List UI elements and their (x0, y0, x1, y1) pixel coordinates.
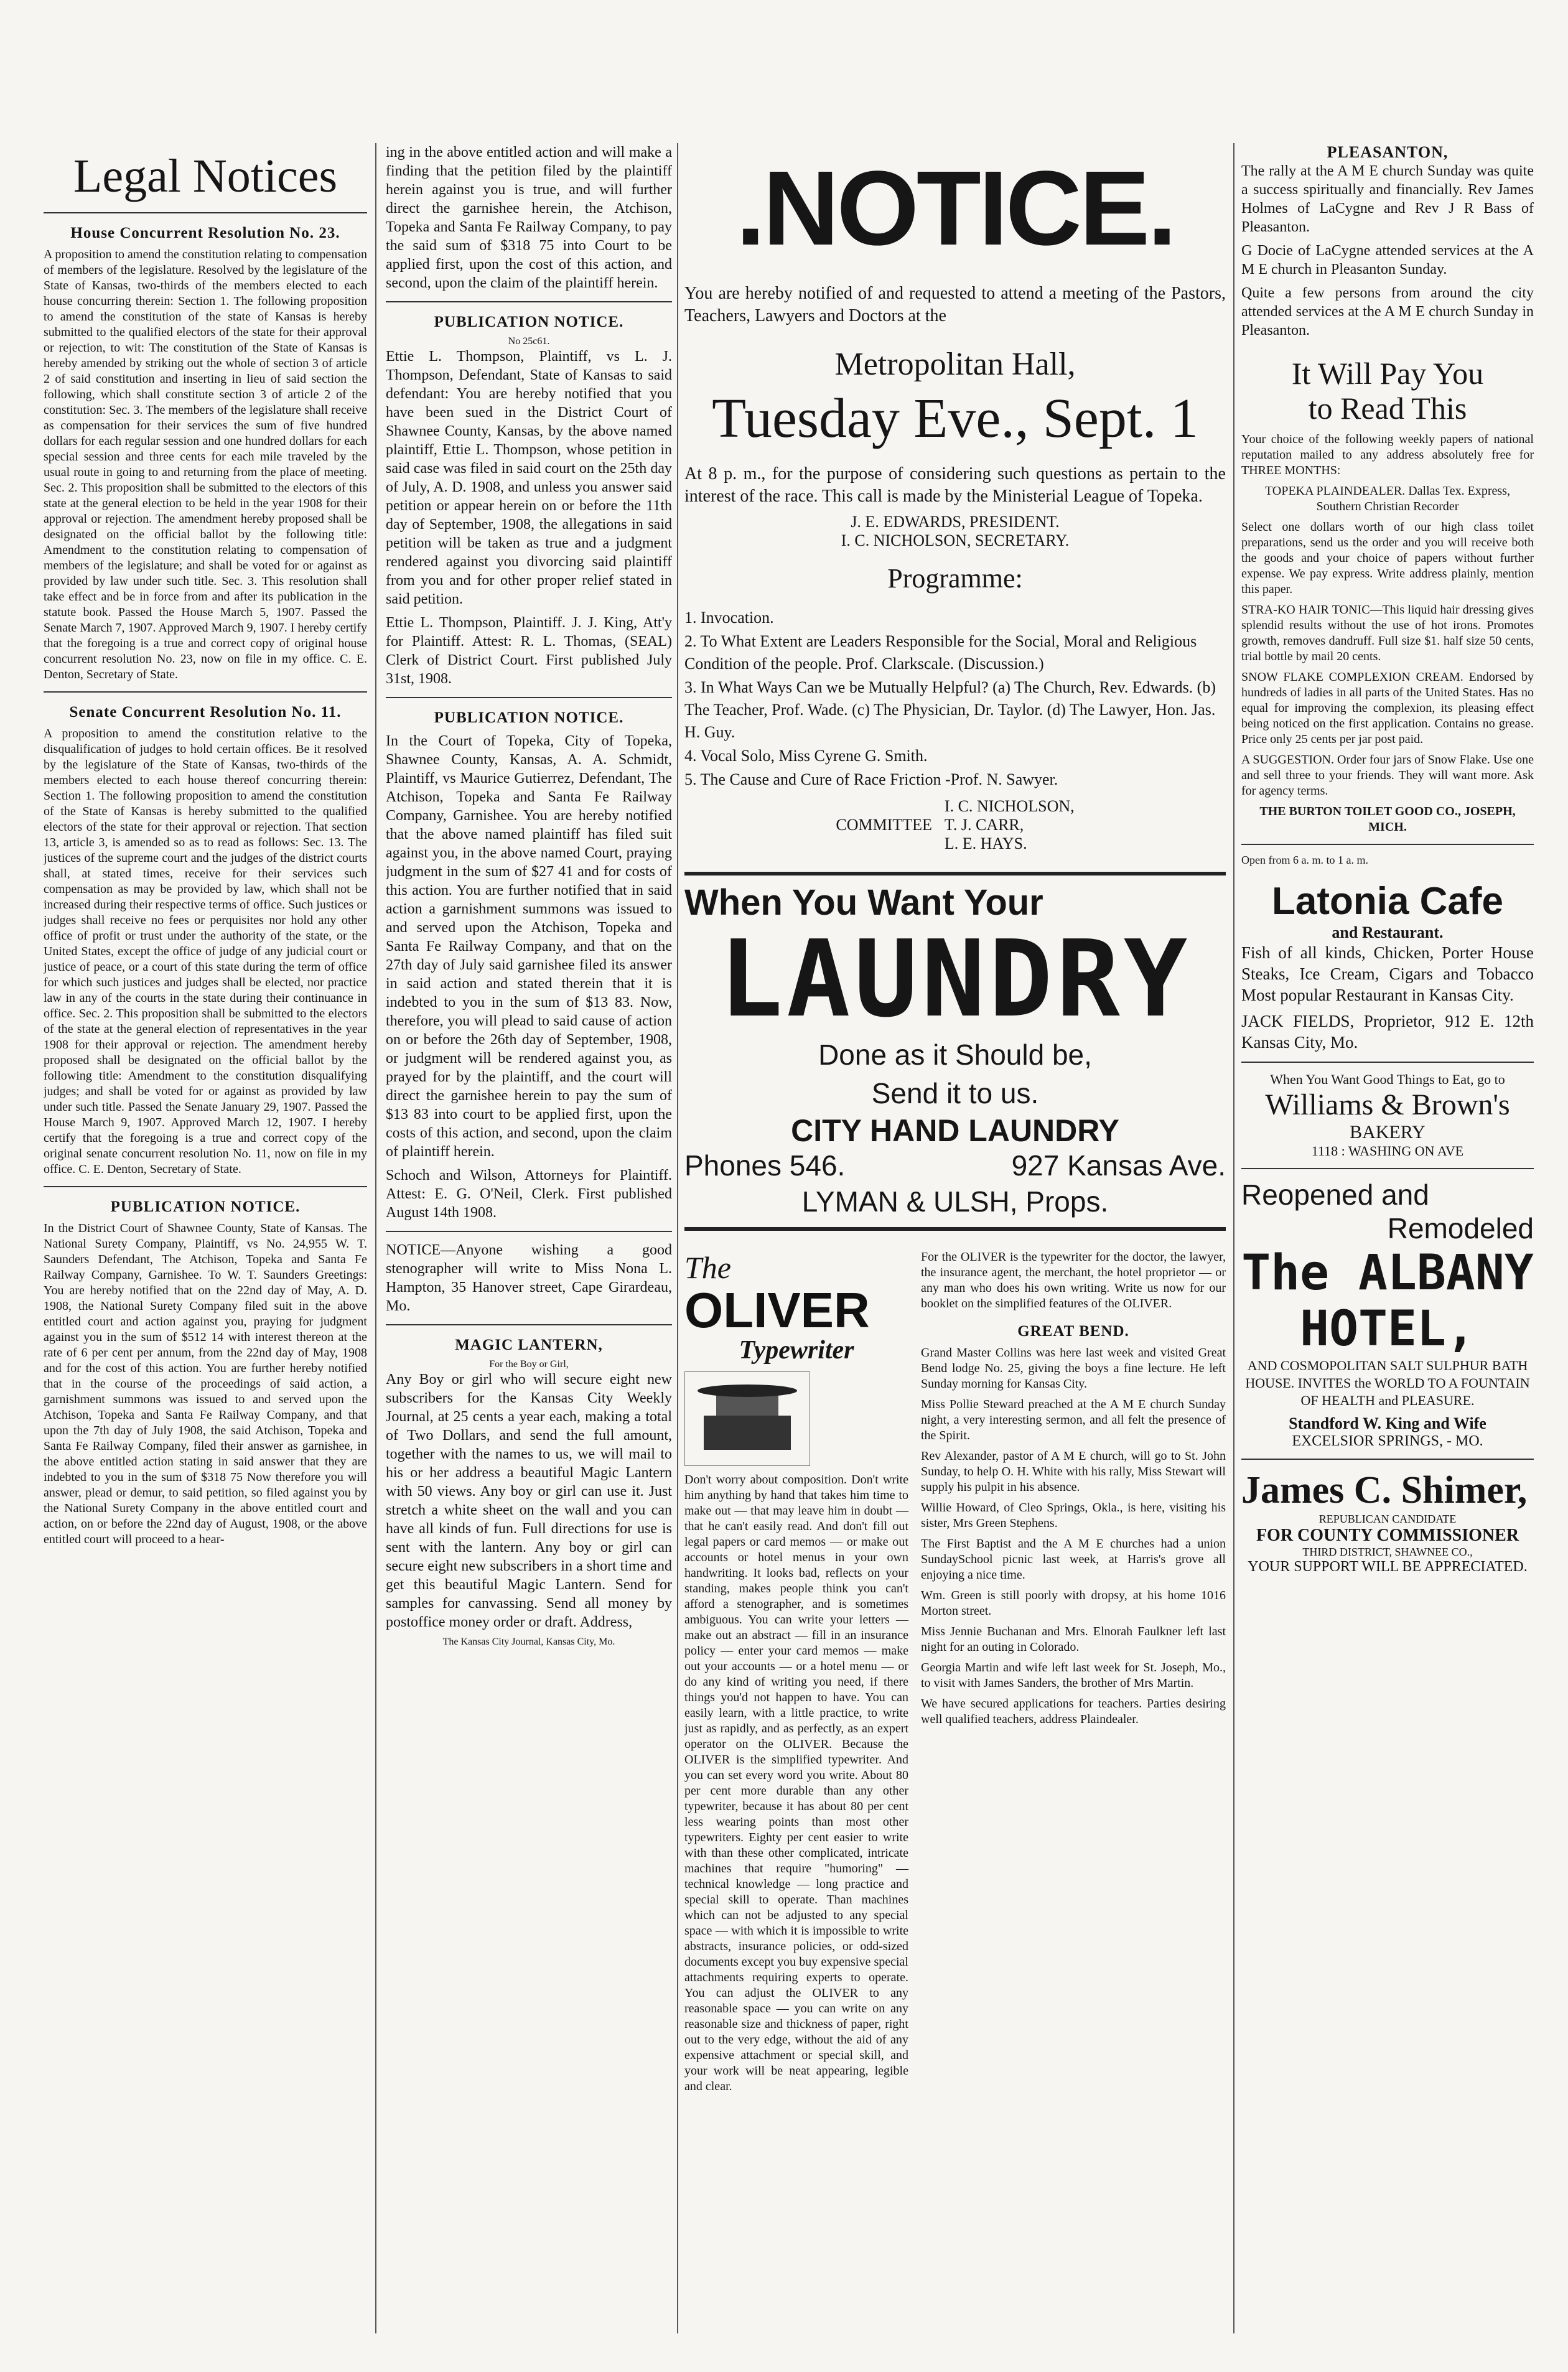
publication-notice-1-signature: Ettie L. Thompson, Plaintiff. J. J. King, Att'y for Plaintiff. Attest: R. L. Thomas, (SEAL) Clerk of District Court. First published July 31st, 1908. (386, 615, 672, 687)
laundry-big-title: LAUNDRY (719, 918, 1192, 1041)
great-bend-paragraph: Willie Howard, of Cleo Springs, Okla., is here, visiting his sister, Mrs Green Stephens. (921, 1501, 1226, 1530)
remodeled-line: Remodeled (1387, 1212, 1534, 1244)
column-rule (375, 143, 376, 2333)
great-bend-paragraph: Miss Pollie Steward preached at the A M E church Sunday night, a very interesting sermon, and all felt the presence of the Spirit. (921, 1398, 1226, 1442)
publication-notice-2-heading: PUBLICATION NOTICE. (434, 709, 624, 726)
typewriter-illustration (684, 1371, 810, 1466)
publication-notice-1-heading: PUBLICATION NOTICE. (434, 314, 624, 330)
oliver-the: The (684, 1250, 731, 1285)
will-pay-line-2: to Read This (1308, 391, 1467, 426)
great-bend-paragraph: Rev Alexander, pastor of A M E church, will go to St. John Sunday, to help O. H. White with his rally, Miss Stewart will supply his pulpit in his absence. (921, 1449, 1226, 1494)
great-bend-heading: GREAT BEND. (1017, 1323, 1129, 1340)
publication-notice-heading: PUBLICATION NOTICE. (110, 1198, 301, 1215)
williams-brown: Williams & Brown's (1265, 1088, 1510, 1121)
bakery-address: 1118 : WASHING ON AVE (1311, 1143, 1464, 1159)
papers-list: TOPEKA PLAINDEALER. Dallas Tex. Express, Southern Christian Recorder (1265, 484, 1510, 513)
good-things-line: When You Want Good Things to Eat, go to (1270, 1072, 1505, 1087)
continued-text: ing in the above entitled action and will make a finding that the petition filed by the plaintiff herein against you is true, and will further direct the garnishee herein, the Atchison, Topeka and Santa Fe Railway Company, to pay the said sum of $318 75 into Court to be applied first, upon the cost of this action, and second, upon the claim of the plaintiff herein. (386, 144, 672, 291)
open-hours: Open from 6 a. m. to 1 a. m. (1241, 854, 1368, 866)
column-notice-laundry (684, 143, 1226, 2333)
oliver-right-text: For the OLIVER is the typewriter for the doctor, the lawyer, the insurance agent, the merchant, the hotel proprietor — or any man who does his own writing. Write us now for our booklet on the simplified features of the OLIVER. (921, 1250, 1226, 1310)
bakery-label: BAKERY (1350, 1122, 1426, 1142)
great-bend-paragraph: The First Baptist and the A M E churches had a union SundaySchool picnic last week, at Harris's grove all enjoying a nice time. (921, 1537, 1226, 1582)
scr-text: A proposition to amend the constitution relative to the disqualification of judges to hold certain offices. Be it resolved by the legislature of the State of Kansas, two-thirds of the members elected to each house thereof concurring therein: Section 1. The following proposition to amend the constitution of the State of Kansas is hereby submitted to the qualified electors of the state for their approval or rejection. That section 13, article 3, is amended so as to read as follows: Sec. 13. The justices of the supreme court and the judges of the district courts shall, at stated times, receive for their services such compensation as may be provided by law, which shall not be increased during their respective terms of office. Such justices or judges shall receive no fees or perquisites nor hold any other office of profit or trust under the authority of the state, or the United States, except the office of judge of any judicial court or justice of peace, or a court of this state during the term of office for which such justices and judges shall be elected, nor practice law in any of the courts in the state during their continuance in office. Sec. 2. This proposition shall be submitted to the electors of the state at the general election of representatives in the year 1908 for their approval or rejection. The amendment hereby proposed shall be designated on the official ballot by the following title: Amendment to the constitution disqualifying judges; and shall be voted for or against as provided by law under such title. Passed the Senate January 29, 1907. Passed the House March 9, 1907. Approved March 12, 1907. I hereby certify that the foregoing is a true and correct copy of the original senate concurrent resolution No. 11, now on file in my office. C. E. Denton, Secretary of State. (44, 727, 367, 1176)
column-rule (677, 143, 678, 2333)
magic-lantern-text: Any Boy or girl who will secure eight new subscribers for the Kansas City Weekly Journal, at 25 cents a year each, making a total of Two Dollars, and send the full amount, together with the names to us, we will mail to his or her address a beautiful Magic Lantern with 50 views. Any boy or girl can use it. Just stretch a white sheet on the wall and you can have all kinds of fun. Full directions for use is sent with the lantern. Any boy or girl can secure eight new subscribers in a short time and get this beautiful Magic Lantern. Send for samples for canvassing. Send all money by postoffice money order or draft. Address, (386, 1371, 672, 1630)
suggestion-text: A SUGGESTION. Order four jars of Snow Flake. Use one and sell three to your friends. They will want more. Ask for agency terms. (1241, 753, 1534, 798)
republican-candidate: REPUBLICAN CANDIDATE (1318, 1513, 1457, 1525)
case-number: No 25c61. (508, 336, 550, 347)
column-rule (1233, 143, 1234, 2333)
oliver-ad (684, 1249, 908, 2099)
jack-fields: JACK FIELDS, Proprietor, 912 E. 12th Kansas City, Mo. (1241, 1012, 1534, 1052)
pleasanton-paragraph: The rally at the A M E church Sunday was quite a success spiritually and financially. Rev James Holmes of LaCygne and Rev J R Bass of Pleasanton. (1241, 163, 1534, 235)
laundry-address: 927 Kansas Ave. (1011, 1149, 1226, 1182)
will-pay-headline (1241, 356, 1534, 426)
albany-hotel-title: The ALBANY HOTEL, (1241, 1245, 1534, 1357)
will-pay-line-1: It Will Pay You (1291, 356, 1484, 391)
magic-lantern-subheading: For the Boy or Girl, (489, 1359, 569, 1370)
great-bend-paragraph: Wm. Green is still poorly with dropsy, at his home 1016 Morton street. (921, 1589, 1226, 1618)
excelsior-springs: EXCELSIOR SPRINGS, - MO. (1292, 1433, 1483, 1449)
snow-flake-text: SNOW FLAKE COMPLEXION CREAM. Endorsed by hundreds of ladies in all parts of the United States. Has no equal for improving the complexion, its pleasing effect being noticed on the first application. Contains no grease. Price only 25 cents per jar post paid. (1241, 670, 1534, 746)
support-line: YOUR SUPPORT WILL BE APPRECIATED. (1248, 1559, 1528, 1575)
standford-line: Standford W. King and Wife (1289, 1414, 1486, 1432)
programme-item: 2. To What Extent are Leaders Responsible for the Social, Moral and Religious Condition of the people. Prof. Clarkscale. (Discussion.) (684, 632, 1197, 673)
programme-title: Programme: (887, 563, 1023, 594)
column-ads (1241, 143, 1534, 2333)
great-bend-paragraph: Grand Master Collins was here last week and visited Great Bend lodge No. 25, giving the boys a fine lecture. He left Sunday morning for Kansas City. (921, 1346, 1226, 1391)
signature-president: J. E. EDWARDS, PRESIDENT. (851, 513, 1060, 531)
pleasanton-heading: PLEASANTON, (1327, 143, 1449, 161)
great-bend-paragraph: We have secured applications for teachers. Parties desiring well qualified teachers, address Plaindealer. (921, 1697, 1226, 1726)
meeting-date: Tuesday Eve., Sept. 1 (712, 388, 1198, 449)
oliver-ad-row (684, 1249, 1226, 2099)
magic-lantern-heading: MAGIC LANTERN, (455, 1337, 603, 1353)
committee-label: COMMITTEE (836, 816, 932, 834)
hair-tonic-text: STRA-KO HAIR TONIC—This liquid hair dressing gives splendid results without the use of hot irons. Promotes growth, removes dandruff. Full size $1. half size 50 cents, trial bottle by mail 20 cents. (1241, 603, 1534, 663)
laundry-props: LYMAN & ULSH, Props. (801, 1185, 1109, 1218)
oliver-text: Don't worry about composition. Don't write him anything by hand that takes him time to make out — that may leave him in doubt — that he can't easily read. And don't fill out legal papers or card memos — or make out accounts or hotel menus in your own handwriting. It looks bad, reflects on your standing, makes people think you can't afford a stenographer, and is sometimes ambiguous. You can write your letters — make out an abstract — fill in an insurance policy — enter your card memos — make out your accounts — or a hotel menu — or do any kind of writing you need, if there things you'd not happen to have. You can easily learn, with a little practice, to write just as rapidly, and as perfectly, as an expert operator on the OLIVER. Because the OLIVER is the simplified typewriter. And you can set every word you write. About 80 per cent more durable than any other typewriter, because it has about 80 per cent less wearing points than most other typewriters. Eighty per cent easier to write with than these other complicated, intricate machines that require "humoring" — technical knowledge — long practice and special skill to operate. Than machines which can not be adjusted to any special space — with which it is impossible to write abstracts, insurance policies, or odd-sized documents except you buy expensive special attachments requiring experts to operate. You can adjust the OLIVER to any reasonable space — you can write on any reasonable size and thickness of paper, right out to the very edge, without the aid of any expensive attachment or special skill, and your work will be neat appearing, legible and clear. (684, 1473, 908, 2093)
burton-company: THE BURTON TOILET GOOD CO., JOSEPH, MICH. (1259, 805, 1516, 834)
great-bend-paragraph: Miss Jennie Buchanan and Mrs. Elnorah Faulkner left last night for an outing in Colorado. (921, 1625, 1226, 1654)
laundry-subline-2: Send it to us. (871, 1077, 1039, 1109)
shimer-name: James C. Shimer, (1241, 1469, 1528, 1511)
oliver-logo: OLIVER (684, 1282, 870, 1338)
publication-notice-1-text: Ettie L. Thompson, Plaintiff, vs L. J. Thompson, Defendant, State of Kansas to said defendant: You are hereby notified that you have been sued in the District Court of Shawnee County, Kansas, by the above named plaintiff, Ettie L. Thompson, whose petition in said case was filed in said court on the 25th day of July, A. D. 1908, and unless you answer said petition or appear herein on or before the 11th day of September, 1908, the allegations in said petition will be taken as true and a judgment rendered against you divorcing said plaintiff from you and for other proper relief stated in said petition. (386, 348, 672, 607)
hcr-heading: House Concurrent Resolution No. 23. (70, 225, 340, 241)
publication-notice-2-text: In the Court of Topeka, City of Topeka, Shawnee County, Kansas, A. A. Schmidt, Plaintiff, vs Maurice Gutierrez, Defendant, The Atchison, Topeka and Santa Fe Railway Company, Garnishee. You are hereby notified that the above named plaintiff has filed suit against you, in the above named Court, praying judgment in the sum of $27 41 and for costs of this action. You are further notified that in said action a garnishment summons was issued to and served upon the Atchison, Topeka and Santa Fe Railway Company, and that on the 27th day of July said garnishee filed its answer in said action and stated therein that it is indebted to you in the sum of $13 83. Now, therefore, you will plead to said cause of action on or before the 26th day of September, 1908, or judgment will be rendered against you, as prayed for by the plaintiff, and the court will direct the garnishee herein to pay the sum of $13 83 into court to be applied first, upon the costs of this action, and second, upon the claim of plaintiff herein. (386, 733, 672, 1160)
oliver-typewriter: Typewriter (739, 1336, 854, 1365)
pleasanton-paragraph: G Docie of LaCygne attended services at the A M E church in Pleasanton Sunday. (1241, 243, 1534, 278)
great-bend-paragraph: Georgia Martin and wife left last week for St. Joseph, Mo., to visit with James Sanders, the brother of Mrs Martin. (921, 1661, 1226, 1690)
committee-member: T. J. CARR, (944, 816, 1024, 834)
laundry-headline: When You Want Your (684, 882, 1043, 923)
notice-title: .NOTICE. (735, 149, 1175, 268)
right-subcolumn (921, 1249, 1226, 2099)
notice-body: At 8 p. m., for the purpose of considering such questions as pertain to the interest of the race. This call is made by the Ministerial League of Topeka. (684, 464, 1226, 506)
latonia-text: Fish of all kinds, Chicken, Porter House Steaks, Ice Cream, Cigars and Tobacco Most popular Restaurant in Kansas City. (1241, 943, 1534, 1004)
programme-item: 4. Vocal Solo, Miss Cyrene G. Smith. (684, 747, 928, 765)
column-publications (386, 143, 672, 2333)
laundry-subline-1: Done as it Should be, (818, 1039, 1092, 1071)
plaindealer-text: Select one dollars worth of our high class toilet preparations, send us the order and you will receive both the goods and your choice of papers without further expense. We pay express. Write address plainly, mention this paper. (1241, 520, 1534, 596)
laundry-phone: Phones 546. (684, 1149, 846, 1182)
newspaper-page (37, 143, 1534, 2333)
column-legal-notices (44, 143, 367, 2333)
signature-secretary: I. C. NICHOLSON, SECRETARY. (841, 531, 1070, 549)
programme-item: 1. Invocation. (684, 609, 774, 627)
stenographer-notice: NOTICE—Anyone wishing a good stenographer will write to Miss Nona L. Hampton, 35 Hanover street, Cape Girardeau, Mo. (386, 1242, 672, 1314)
scr-heading: Senate Concurrent Resolution No. 11. (69, 704, 342, 721)
will-pay-text: Your choice of the following weekly papers of national reputation mailed to any address absolutely free for THREE MONTHS: (1241, 432, 1534, 477)
reopened-line: Reopened and (1241, 1179, 1429, 1211)
hcr-text: A proposition to amend the constitution relating to compensation of members of the legislature. Resolved by the legislature of the State of Kansas, two-thirds of the members elected to each house concurring therein: Section 1. The following proposition to amend the constitution of the state of Kansas is hereby submitted to the qualified electors of the state for their approval or rejection, to wit: The constitution of the State of Kansas is hereby amended by striking out the whole of section 3 of article 2 of said constitution and inserting in lieu of said section the following, which shall constitute section 3 of article 2 of the constitution: Sec. 3. The members of the legislature shall receive as compensation for their services the sum of five hundred dollars for each regular session and one hundred dollars for each special session and three cents for each mile traveled by the usual route in going to and returning from the place of meeting. Sec. 2. This proposition shall be submitted to the electors of this state at the general election to be held in the year 1908 for their approval or rejection. The amendment hereby proposed shall be designated on the official ballot by the following title: Amendment to the constitution relating to compensation of members of the legislature; and shall be voted for or against as provided by law under such title. Sec. 3. This resolution shall take effect and be in force from and after its publication in the statute book. Passed the House March 5, 1907. Passed the Senate March 7, 1907. Approved March 9, 1907. I hereby certify that the foregoing is a true and correct copy of original house concurrent resolution No. 23, now on file in my office. C. E. Denton, Secretary of State. (44, 248, 367, 681)
programme-item: 3. In What Ways Can we be Mutually Helpful? (a) The Church, Rev. Edwards. (b) The Teacher, Prof. Wade. (c) The Physician, Dr. Taylor. (d) The Lawyer, Hon. Jas. H. Guy. (684, 678, 1216, 741)
legal-notices-title: Legal Notices (73, 150, 338, 202)
laundry-name: CITY HAND LAUNDRY (791, 1113, 1119, 1148)
publication-notice-text: In the District Court of Shawnee County, State of Kansas. The National Surety Company, Plaintiff, vs No. 24,955 W. T. Saunders Defendant, The Atchison, Topeka and Santa Fe Railway Company, Garnishee. To W. T. Saunders Greetings: You are hereby notified that on the 22nd day of May, A. D. 1908, the National Surety Company filed suit in the above entitled court and action against you, praying for judgment against you in the sum of $512 14 with interest thereon at the rate of 6 per cent per annum, from the 22nd day of May, 1908 and for the cost of this action. You are further hereby notified that in the course of the proceedings of said action, a garnishment summons was issued to and served upon the Atchison, Topeka and Santa Fe Railway Company, and that upon the 7th day of July 1908, the said Atchison, Topeka and Santa Fe Railway Company, filed their answer as garnishee, in the above entitled action stating in said answer that they are indebted to you in the sum of $318 75 Now therefore you will answer, plead or demur, to said petition, so filed against you by the National Surety Company in the above entitled court and action, on or before the 22nd day of August, 1908, or the above entitled court will proceed to a hear- (44, 1221, 367, 1546)
magic-lantern-address: The Kansas City Journal, Kansas City, Mo. (442, 1637, 615, 1647)
albany-text: AND COSMOPOLITAN SALT SULPHUR BATH HOUSE. INVITES the WORLD TO A FOUNTAIN OF HEALTH and PLEASURE. (1245, 1358, 1530, 1408)
committee-block (684, 797, 1226, 853)
pleasanton-paragraph: Quite a few persons from around the city attended services at the A M E church Sunday in Pleasanton. (1241, 285, 1534, 339)
committee-member: L. E. HAYS. (944, 834, 1027, 852)
latonia-cafe-title: Latonia Cafe (1271, 880, 1504, 923)
programme-item: 5. The Cause and Cure of Race Friction -Prof. N. Sawyer. (684, 770, 1058, 788)
restaurant-label: and Restaurant. (1332, 923, 1444, 941)
county-commissioner: FOR COUNTY COMMISSIONER (1256, 1526, 1519, 1545)
third-district: THIRD DISTRICT, SHAWNEE CO., (1302, 1546, 1473, 1558)
committee-member: I. C. NICHOLSON, (944, 797, 1075, 815)
programme-list (684, 607, 1226, 791)
notice-intro: You are hereby notified of and requested to attend a meeting of the Pastors, Teachers, Lawyers and Doctors at the (684, 284, 1226, 325)
publication-notice-2-signature: Schoch and Wilson, Attorneys for Plaintiff. Attest: E. G. O'Neil, Clerk. First published August 14th 1908. (386, 1167, 672, 1221)
laundry-ad (684, 872, 1226, 1231)
metropolitan-hall: Metropolitan Hall, (834, 347, 1076, 382)
